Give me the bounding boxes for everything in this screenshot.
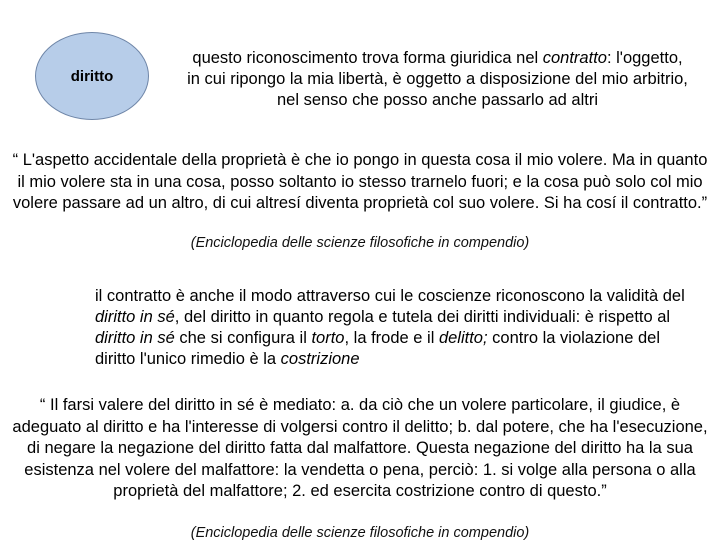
paragraph-italic-term: costrizione bbox=[280, 350, 360, 368]
paragraph-italic-term: delitto; bbox=[438, 329, 488, 347]
paragraph-text-part: il contratto è anche il modo attraverso cui le coscienze riconoscono la validità del bbox=[95, 287, 685, 305]
diritto-badge-label: diritto bbox=[70, 67, 114, 85]
diritto-badge bbox=[35, 32, 149, 120]
quote-coercion: “ Il farsi valere del diritto in sé è mediato: a. da ciò che un volere particolare, il giudice, è adeguato al diritto e ha l'interesse di volgersi contro il delitto; b. dal potere, che ha l'esecuzione, di negare la negazione del diritto fatta dal malfattore. Questa negazione del diritto ha la sua esistenza nel volere del malfattore: la vendetta o pena, perciò: 1. si volge alla persona o alla proprietà del malfattore; 2. ed esercita costrizione contro di questo.” bbox=[12, 396, 708, 500]
intro-text-part: : l'oggetto, in cui ripongo la mia libertà, è oggetto a disposizione del mio arbitrio, nel senso che posso anche passarlo ad altri bbox=[187, 49, 688, 109]
paragraph-text-part: che si configura il bbox=[174, 329, 312, 347]
paragraph-italic-term: diritto in sé bbox=[95, 329, 175, 347]
paragraph-text-part: contro la violazione del diritto l'unico rimedio è la bbox=[95, 329, 661, 368]
paragraph-italic-term: diritto in sé bbox=[95, 308, 175, 326]
paragraph-diritto-in-se bbox=[95, 286, 695, 370]
paragraph-text-part: , la frode e il bbox=[344, 329, 439, 347]
paragraph-italic-term: torto bbox=[311, 329, 345, 347]
intro-italic-term: contratto bbox=[542, 49, 607, 67]
intro-text bbox=[185, 48, 690, 111]
intro-text-part: questo riconoscimento trova forma giuridica nel bbox=[192, 49, 543, 67]
quote-coercion-citation: (Enciclopedia delle scienze filosofiche in compendio) bbox=[190, 525, 530, 541]
paragraph-text-part: , del diritto in quanto regola e tutela dei diritti individuali: è rispetto al bbox=[174, 308, 671, 326]
quote-contract-citation: (Enciclopedia delle scienze filosofiche in compendio) bbox=[190, 235, 530, 251]
quote-contract: “ L'aspetto accidentale della proprietà è che io pongo in questa cosa il mio volere. Ma in quanto il mio volere sta in una cosa, posso soltanto io stesso trarnelo fuori; e la cosa può solo col mio volere passare ad un altro, di cui altresí diventa proprietà col suo volere. Si ha cosí il contratto.” bbox=[12, 151, 708, 212]
